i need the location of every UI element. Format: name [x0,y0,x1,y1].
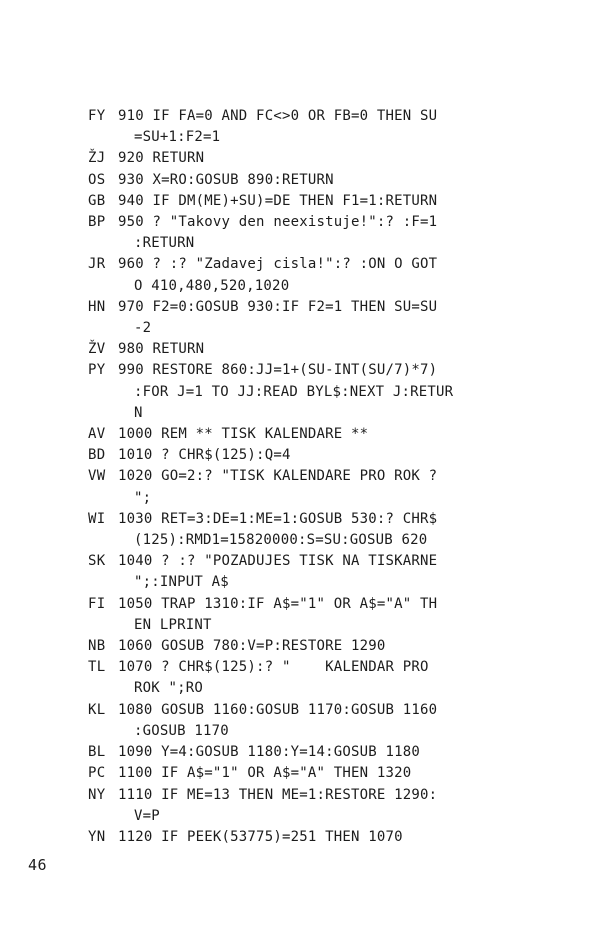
code-row: =SU+1:F2=1 [134,129,221,146]
listing-line [88,742,513,763]
line-code [118,148,513,169]
code-row: 1040 ? :? "POZADUJES TISK NA TISKARNE [118,553,438,570]
line-code [118,742,513,763]
basic-listing [88,106,513,848]
code-row: ROK ";RO [134,680,204,697]
listing-line [88,360,513,424]
line-checksum: FY [88,108,106,124]
line-checksum: AV [88,426,106,443]
line-checksum: BL [88,744,106,761]
listing-line [88,148,513,169]
line-checksum: TL [88,659,106,676]
code-row: "; [134,489,152,506]
line-code [118,339,513,360]
listing-line [88,636,513,657]
line-checksum: OS [88,171,106,188]
code-row: 1060 GOSUB 780:V=P:RESTORE 1290 [118,638,386,655]
line-code [118,212,513,254]
code-row: 1080 GOSUB 1160:GOSUB 1170:GOSUB 1160 [118,701,438,718]
code-row: 1030 RET=3:DE=1:ME=1:GOSUB 530:? CHR$ [118,510,438,527]
listing-line [88,509,513,551]
code-row: 1100 IF A$="1" OR A$="A" THEN 1320 [118,765,412,782]
code-row: 990 RESTORE 860:JJ=1+(SU-INT(SU/7)*7) [118,362,438,379]
line-code [118,509,513,551]
line-checksum: SK [88,553,106,570]
listing-line [88,339,513,360]
line-checksum: ŽV [88,341,106,358]
listing-line [88,297,513,339]
line-code [118,191,513,212]
line-checksum: YN [88,828,106,845]
line-code [118,445,513,466]
code-row: V=P [134,807,160,824]
listing-line [88,191,513,212]
listing-line [88,466,513,508]
code-row: N [134,404,143,421]
line-checksum: JR [88,256,106,273]
code-row: 950 ? "Takovy den neexistuje!":? :F=1 [118,214,438,231]
listing-line [88,254,513,296]
page-number: 46 [28,856,48,874]
line-checksum: BD [88,447,106,464]
line-code [118,657,513,699]
line-code [118,636,513,657]
code-row: EN LPRINT [134,616,212,633]
listing-line [88,763,513,784]
line-code [118,763,513,784]
line-code [118,254,513,296]
code-row: 1010 ? CHR$(125):Q=4 [118,447,291,464]
line-code [118,297,513,339]
code-row: :FOR J=1 TO JJ:READ BYL$:NEXT J:RETUR [134,383,454,400]
line-code [118,466,513,508]
listing-line [88,551,513,593]
line-code [118,106,513,148]
line-code [118,424,513,445]
line-code [118,594,513,636]
listing-line [88,785,513,827]
code-row: O 410,480,520,1020 [134,277,290,294]
listing-line [88,827,513,848]
line-code [118,360,513,424]
line-checksum: PC [88,765,106,782]
code-row: :RETURN [134,235,195,252]
line-checksum: WI [88,510,106,527]
line-code [118,170,513,191]
line-checksum: KL [88,701,106,718]
code-row: 1050 TRAP 1310:IF A$="1" OR A$="A" TH [118,595,438,612]
line-checksum: ŽJ [88,150,106,167]
listing-line [88,170,513,191]
listing-line [88,212,513,254]
line-checksum: NB [88,638,106,655]
listing-line [88,445,513,466]
code-row: ";:INPUT A$ [134,574,229,591]
code-row: 930 X=RO:GOSUB 890:RETURN [118,171,334,188]
line-checksum: NY [88,786,106,803]
listing-line [88,594,513,636]
line-code [118,785,513,827]
code-row: 1020 GO=2:? "TISK KALENDARE PRO ROK ? [118,468,438,485]
code-row: 1110 IF ME=13 THEN ME=1:RESTORE 1290: [118,786,438,803]
code-row: 970 F2=0:GOSUB 930:IF F2=1 THEN SU=SU [118,298,438,315]
code-row: 960 ? :? "Zadavej cisla!":? :ON O GOT [118,256,438,273]
line-checksum: HN [88,298,106,315]
listing-line [88,424,513,445]
listing-line [88,700,513,742]
line-checksum: BP [88,214,106,231]
code-row: 910 IF FA=0 AND FC<>0 OR FB=0 THEN SU [118,108,438,124]
code-row: 980 RETURN [118,341,205,358]
listing-line [88,657,513,699]
code-row: 920 RETURN [118,150,205,167]
code-row: 1000 REM ** TISK KALENDARE ** [118,426,369,443]
code-row: :GOSUB 1170 [134,722,229,739]
code-row: 1120 IF PEEK(53775)=251 THEN 1070 [118,828,403,845]
line-checksum: VW [88,468,106,485]
line-checksum: PY [88,362,106,379]
code-row: 940 IF DM(ME)+SU)=DE THEN F1=1:RETURN [118,192,438,209]
line-checksum: FI [88,595,106,612]
line-code [118,827,513,848]
code-row: 1070 ? CHR$(125):? " KALENDAR PRO [118,659,429,676]
listing-line [88,106,513,148]
line-code [118,700,513,742]
line-checksum: GB [88,192,106,209]
code-row: -2 [134,320,152,337]
code-row: (125):RMD1=15820000:S=SU:GOSUB 620 [134,532,428,549]
code-row: 1090 Y=4:GOSUB 1180:Y=14:GOSUB 1180 [118,744,421,761]
line-code [118,551,513,593]
